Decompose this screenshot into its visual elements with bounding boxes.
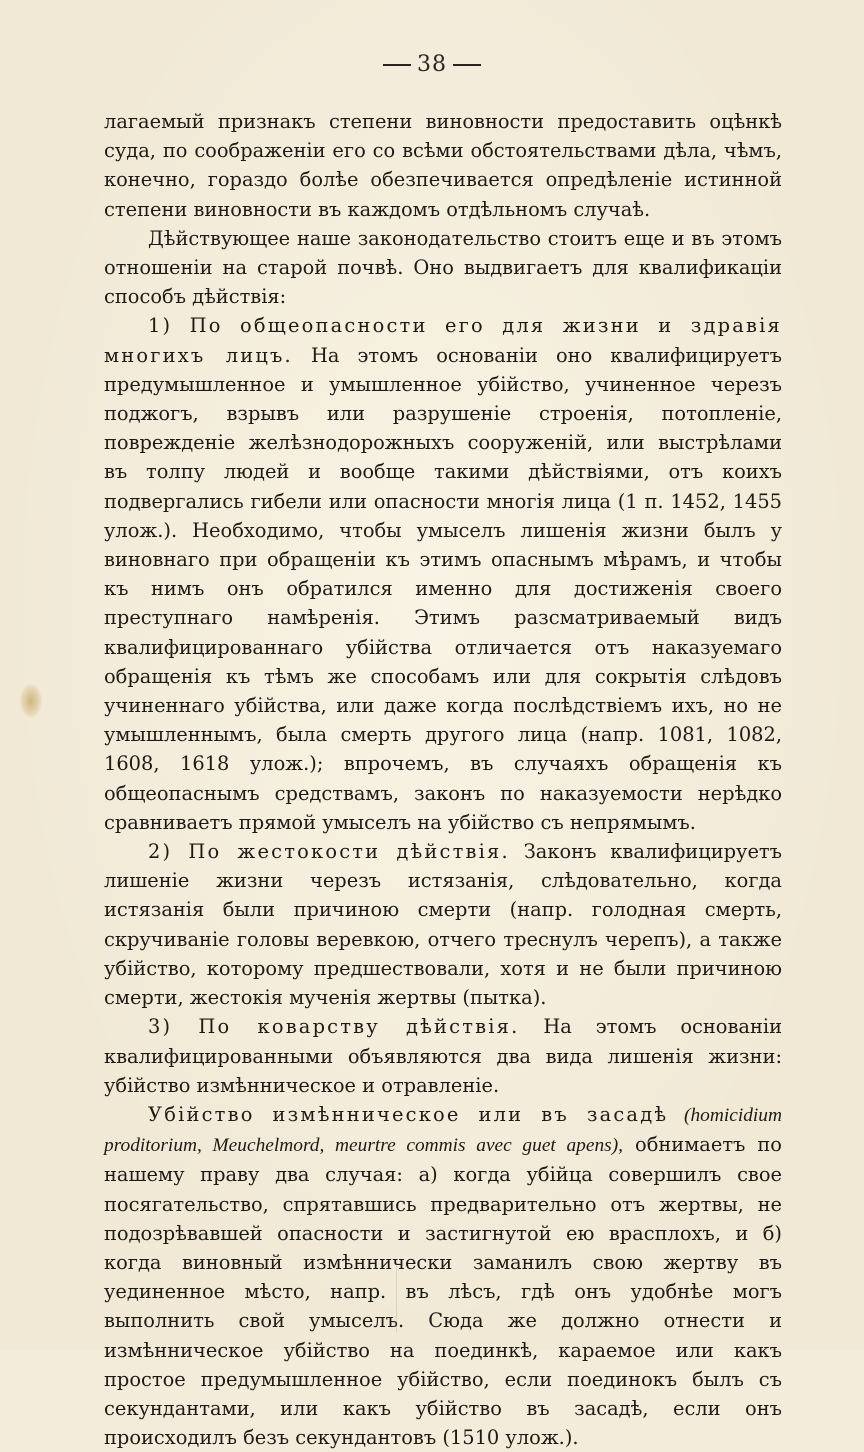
paper-stain	[20, 684, 42, 718]
text-cruelty: Законъ квалифицируетъ лишеніе жизни черезъ истязанія, слѣдовательно, когда истязанія были причиною смерти (напр. голодная смерть, скручиваніе головы веревкою, отчего треснулъ черепъ), а также убійство, которому предшествовали, хотя и не были причиною смерти, жестокія мученія жертвы (пытка).	[104, 840, 782, 1010]
text-treachery: На этомъ основаніи квалифицированными объявляются два вида лишенія жизни: убійство измѣнническое и отравленіе.	[104, 1015, 782, 1097]
page-number-value: 38	[417, 52, 447, 77]
body-text	[104, 107, 782, 1452]
paper-fold-mark	[396, 1262, 397, 1332]
paragraph-current-law: Дѣйствующее наше законодательство стоитъ еще и въ этомъ отношеніи на старой почвѣ. Оно выдвигаетъ для квалификаціи способъ дѣйствія:	[104, 226, 782, 309]
page-number-dash-left	[383, 64, 411, 66]
paragraph-cruelty	[104, 837, 782, 1012]
paragraph-treachery	[104, 1012, 782, 1100]
heading-general-danger: 1) По общеопасности его для жизни и здравія многихъ лицъ.	[104, 314, 782, 367]
text-ambush-murder: обнимаетъ по нашему праву два случая: а) когда убійца совершилъ свое посягательство, спрятавшись предварительно отъ жертвы, не подозрѣвавшей опасности и застигнутой ею врасплохъ, и б) когда виновный измѣннически заманилъ свою жертву въ уединенное мѣсто, напр. въ лѣсъ, гдѣ онъ удобнѣе могъ выполнить свой умыселъ. Сюда же должно отнести и измѣнническое убійство на поединкѣ, караемое или какъ простое предумышленное убійство, если поединокъ былъ съ секундантами, или какъ убійство въ засадѣ, если онъ происходилъ безъ секундантовъ (1510 улож.).	[104, 1133, 782, 1450]
text-general-danger: На этомъ основаніи оно квалифицируетъ предумышленное и умышленное убійство, учиненное черезъ поджогъ, взрывъ или разрушеніе строенія, потопленіе, поврежденіе желѣзнодорожныхъ сооруженій, или выстрѣлами въ толпу людей и вообще такими дѣйствіями, отъ коихъ подвергались гибели или опасности многія лица (1 п. 1452, 1455 улож.). Необходимо, чтобы умыселъ лишенія жизни былъ у виновнаго при обращеніи къ этимъ опаснымъ мѣрамъ, и чтобы къ нимъ онъ обратился именно для достиженія своего преступнаго намѣренія. Этимъ разсматриваемый видъ квалифицированнаго убійства отличается отъ наказуемаго обращенія къ тѣмъ же способамъ или для сокрытія слѣдовъ учиненнаго убійства, или даже когда послѣдствіемъ ихъ, но не умышленнымъ, была смерть другого лица (напр. 1081, 1082, 1608, 1618 улож.); впрочемъ, въ случаяхъ обращенія къ общеопаснымъ средствамъ, законъ по наказуемости нерѣдко сравниваетъ прямой умыселъ на убійство съ непрямымъ.	[104, 343, 782, 834]
page-number	[0, 52, 864, 77]
paragraph-continuation: лагаемый признакъ степени виновности предоставить оцѣнкѣ суда, по соображеніи его со всѣми обстоятельствами дѣла, чѣмъ, конечно, гораздо болѣе обезпечивается опредѣленіе истинной степени виновности въ каждомъ отдѣльномъ случаѣ.	[104, 110, 782, 221]
heading-ambush-murder: Убійство измѣнническое или въ засадѣ	[148, 1102, 669, 1126]
heading-cruelty: 2) По жестокости дѣйствія.	[148, 840, 510, 864]
latin-terms: (homicidium proditorium, Meuchelmord, meurtre commis avec guet apens),	[104, 1104, 782, 1157]
paragraph-general-danger	[104, 311, 782, 837]
page-number-dash-right	[453, 64, 481, 66]
heading-treachery: 3) По коварству дѣйствія.	[148, 1015, 520, 1039]
paragraph-ambush-murder	[104, 1100, 782, 1452]
